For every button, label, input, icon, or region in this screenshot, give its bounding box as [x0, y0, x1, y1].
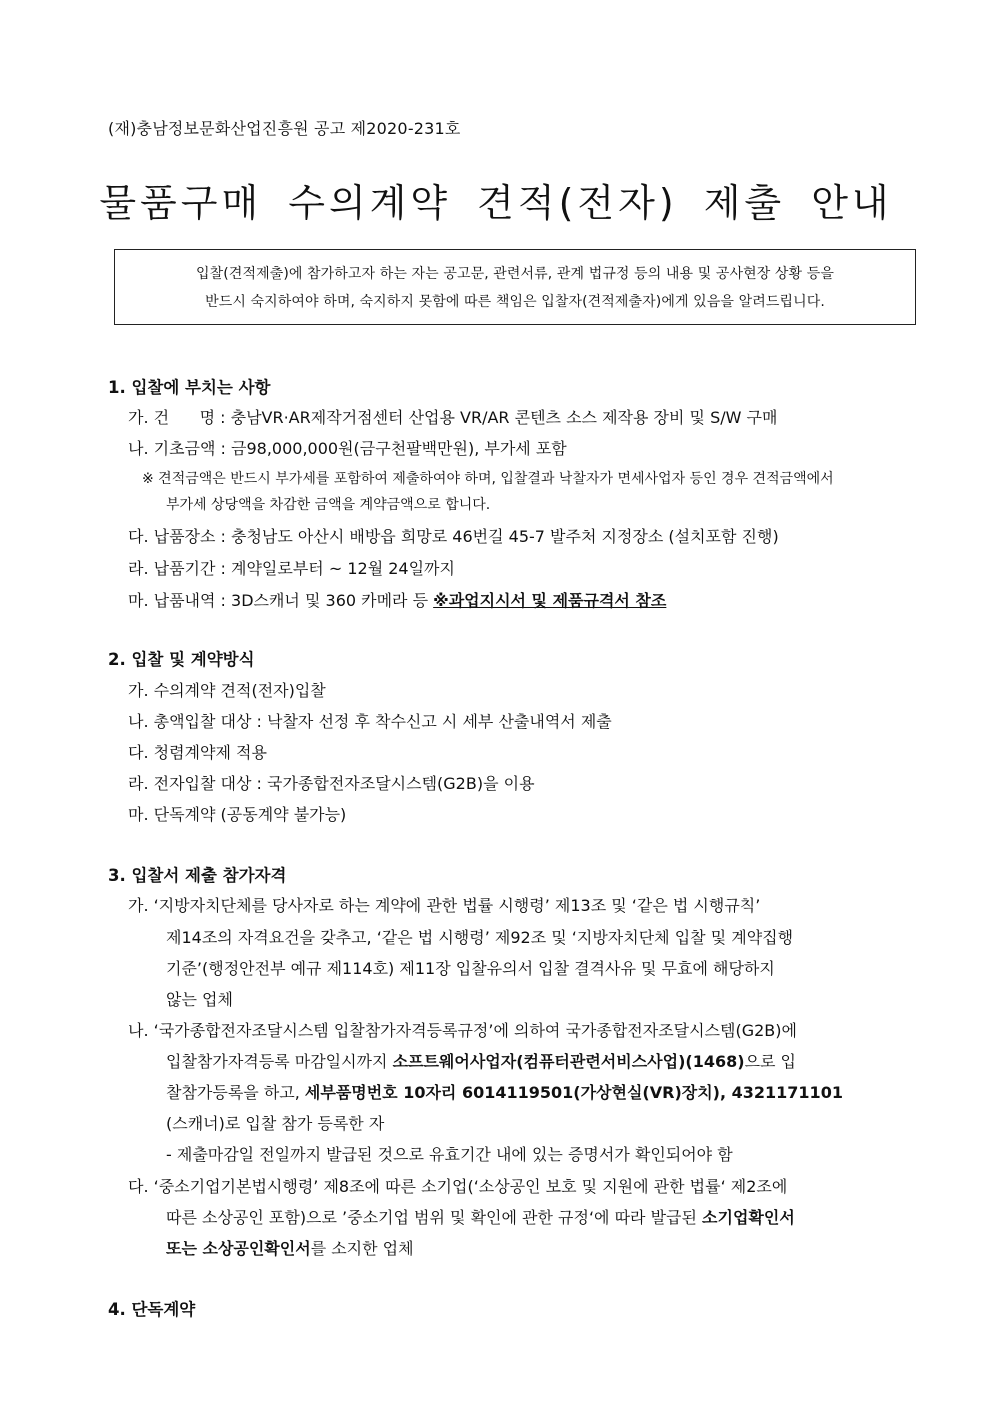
section-3-heading: 3. 입찰서 제출 참가자격	[108, 866, 287, 885]
s2-item-ga: 가. 수의계약 견적(전자)입찰	[128, 681, 326, 700]
s3-da-small-business-cert: 소기업확인서	[702, 1208, 795, 1227]
s1-item-ma	[128, 588, 666, 611]
notice-box-line-1: 입찰(견적제출)에 참가하고자 하는 자는 공고문, 관련서류, 관계 법규정 등의 내용 및 공사현장 상황 등을	[196, 266, 834, 282]
s1-item-ga: 가. 건 명 : 충남VR·AR제작거점센터 산업용 VR/AR 콘텐츠 소스 제작용 장비 및 S/W 구매	[128, 408, 778, 427]
s1-item-da: 다. 납품장소 : 충청남도 아산시 배방읍 희망로 46번길 45-7 발주처 지정장소 (설치포함 진행)	[128, 527, 779, 546]
s3-na-item-numbers: 세부품명번호 10자리 6014119501(가상현실(VR)장치), 4321171101	[304, 1083, 843, 1102]
s3-na-line-3-text: 찰참가등록을 하고,	[166, 1083, 305, 1102]
s3-na-software-business: 소프트웨어사업자(컴퓨터관련서비스사업)(1468)	[392, 1052, 745, 1071]
notice-box-line-2: 반드시 숙지하여야 하며, 숙지하지 못함에 따른 책임은 입찰자(견적제출자)에게 있음을 알려드립니다.	[205, 294, 825, 310]
s3-item-na-subnote: - 제출마감일 전일까지 발급된 것으로 유효기간 내에 있는 증명서가 확인되어야 함	[166, 1145, 733, 1164]
notice-box	[114, 249, 916, 325]
section-1-heading: 1. 입찰에 부치는 사항	[108, 378, 271, 397]
s3-item-na-line-1: 나. ‘국가종합전자조달시스템 입찰참가자격등록규정’에 의하여 국가종합전자조달시스템(G2B)에	[128, 1021, 797, 1040]
s3-item-ga-line-4: 않는 업체	[166, 990, 233, 1009]
s2-item-na: 나. 총액입찰 대상 : 낙찰자 선정 후 착수신고 시 세부 산출내역서 제출	[128, 712, 612, 731]
s3-item-na-line-3	[166, 1080, 843, 1103]
s2-item-da: 다. 청렴계약제 적용	[128, 743, 267, 762]
s1-item-ra: 라. 납품기간 : 계약일로부터 ~ 12월 24일까지	[128, 559, 455, 578]
s3-item-ga-line-3: 기준’(행정안전부 예규 제114호) 제11장 입찰유의서 입찰 결격사유 및 무효에 해당하지	[166, 959, 775, 978]
s1-item-na: 나. 기초금액 : 금98,000,000원(금구천팔백만원), 부가세 포함	[128, 439, 567, 458]
s3-da-micro-business-cert: 또는 소상공인확인서	[166, 1239, 311, 1258]
s2-item-ra: 라. 전자입찰 대상 : 국가종합전자조달시스템(G2B)을 이용	[128, 774, 535, 793]
notice-number: (재)충남정보문화산업진흥원 공고 제2020-231호	[108, 119, 461, 138]
s3-item-ga-line-1: 가. ‘지방자치단체를 당사자로 하는 계약에 관한 법률 시행령’ 제13조 및 ‘같은 법 시행규칙’	[128, 896, 761, 915]
section-2-heading: 2. 입찰 및 계약방식	[108, 650, 255, 669]
s3-item-da-line-3	[166, 1236, 414, 1259]
s3-item-na-line-2	[166, 1049, 796, 1072]
s3-item-na-line-4: (스캐너)로 입찰 참가 등록한 자	[166, 1114, 385, 1133]
s1-item-ma-reference: ※과업지시서 및 제품규격서 참조	[433, 591, 667, 610]
section-4-heading: 4. 단독계약	[108, 1300, 196, 1319]
s3-item-ga-line-2: 제14조의 자격요건을 갖추고, ‘같은 법 시행령’ 제92조 및 ‘지방자치단체 입찰 및 계약집행	[166, 928, 794, 947]
s1-note-line-1: ※ 견적금액은 반드시 부가세를 포함하여 제출하여야 하며, 입찰결과 낙찰자가 면세사업자 등인 경우 견적금액에서	[142, 471, 834, 487]
s3-item-da-line-2	[166, 1205, 795, 1228]
s2-item-ma: 마. 단독계약 (공동계약 불가능)	[128, 805, 347, 824]
document-title: 물품구매 수의계약 견적(전자) 제출 안내	[99, 181, 893, 225]
s3-na-line-2-end: 으로 입	[744, 1052, 797, 1071]
s3-na-line-2-text: 입찰참가자격등록 마감일시까지	[166, 1052, 393, 1071]
s3-da-line-2-text: 따른 소상공인 포함)으로 ’중소기업 범위 및 확인에 관한 규정‘에 따라 발급된	[166, 1208, 703, 1227]
s1-note-line-2: 부가세 상당액을 차감한 금액을 계약금액으로 합니다.	[166, 497, 491, 513]
s3-item-da-line-1: 다. ‘중소기업기본법시행령’ 제8조에 따른 소기업(‘소상공인 보호 및 지원에 관한 법률‘ 제2조에	[128, 1177, 788, 1196]
s1-item-ma-text: 마. 납품내역 : 3D스캐너 및 360 카메라 등	[128, 591, 434, 610]
s3-da-line-3-end: 를 소지한 업체	[310, 1239, 414, 1258]
